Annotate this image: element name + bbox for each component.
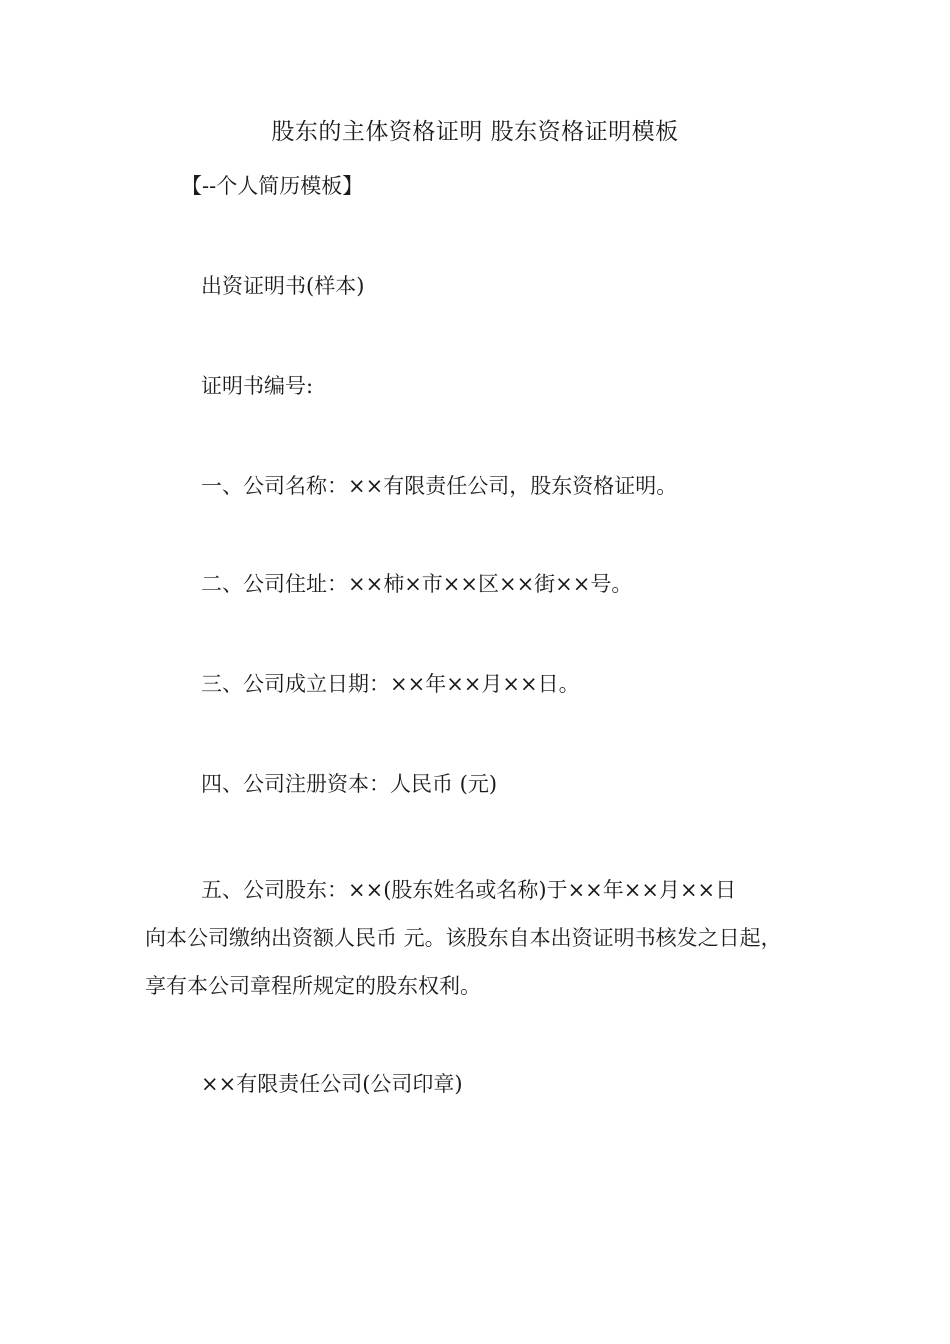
certificate-number-label: 证明书编号: — [201, 374, 314, 398]
item-company-address: 二、公司住址：××柿×市××区××街××号。 — [201, 572, 633, 596]
shareholder-line-2: 向本公司缴纳出资额人民币 元。该股东自本出资证明书核发之日起， — [145, 926, 782, 950]
shareholder-line-3: 享有本公司章程所规定的股东权利。 — [145, 974, 481, 998]
shareholder-line-1: 五、公司股东：××(股东姓名或名称)于××年××月××日 — [201, 878, 737, 902]
document-title: 股东的主体资格证明 股东资格证明模板 — [271, 119, 679, 145]
company-seal-line: ××有限责任公司(公司印章) — [201, 1072, 463, 1096]
item-registered-capital: 四、公司注册资本：人民币 (元) — [201, 772, 498, 796]
item-establishment-date: 三、公司成立日期：××年××月××日。 — [201, 672, 580, 696]
item-company-name: 一、公司名称：××有限责任公司，股东资格证明。 — [201, 474, 678, 498]
certificate-heading: 出资证明书(样本) — [201, 274, 365, 298]
document-subtitle: 【--个人简历模板】 — [181, 174, 364, 198]
item-shareholder-paragraph — [145, 866, 805, 1010]
